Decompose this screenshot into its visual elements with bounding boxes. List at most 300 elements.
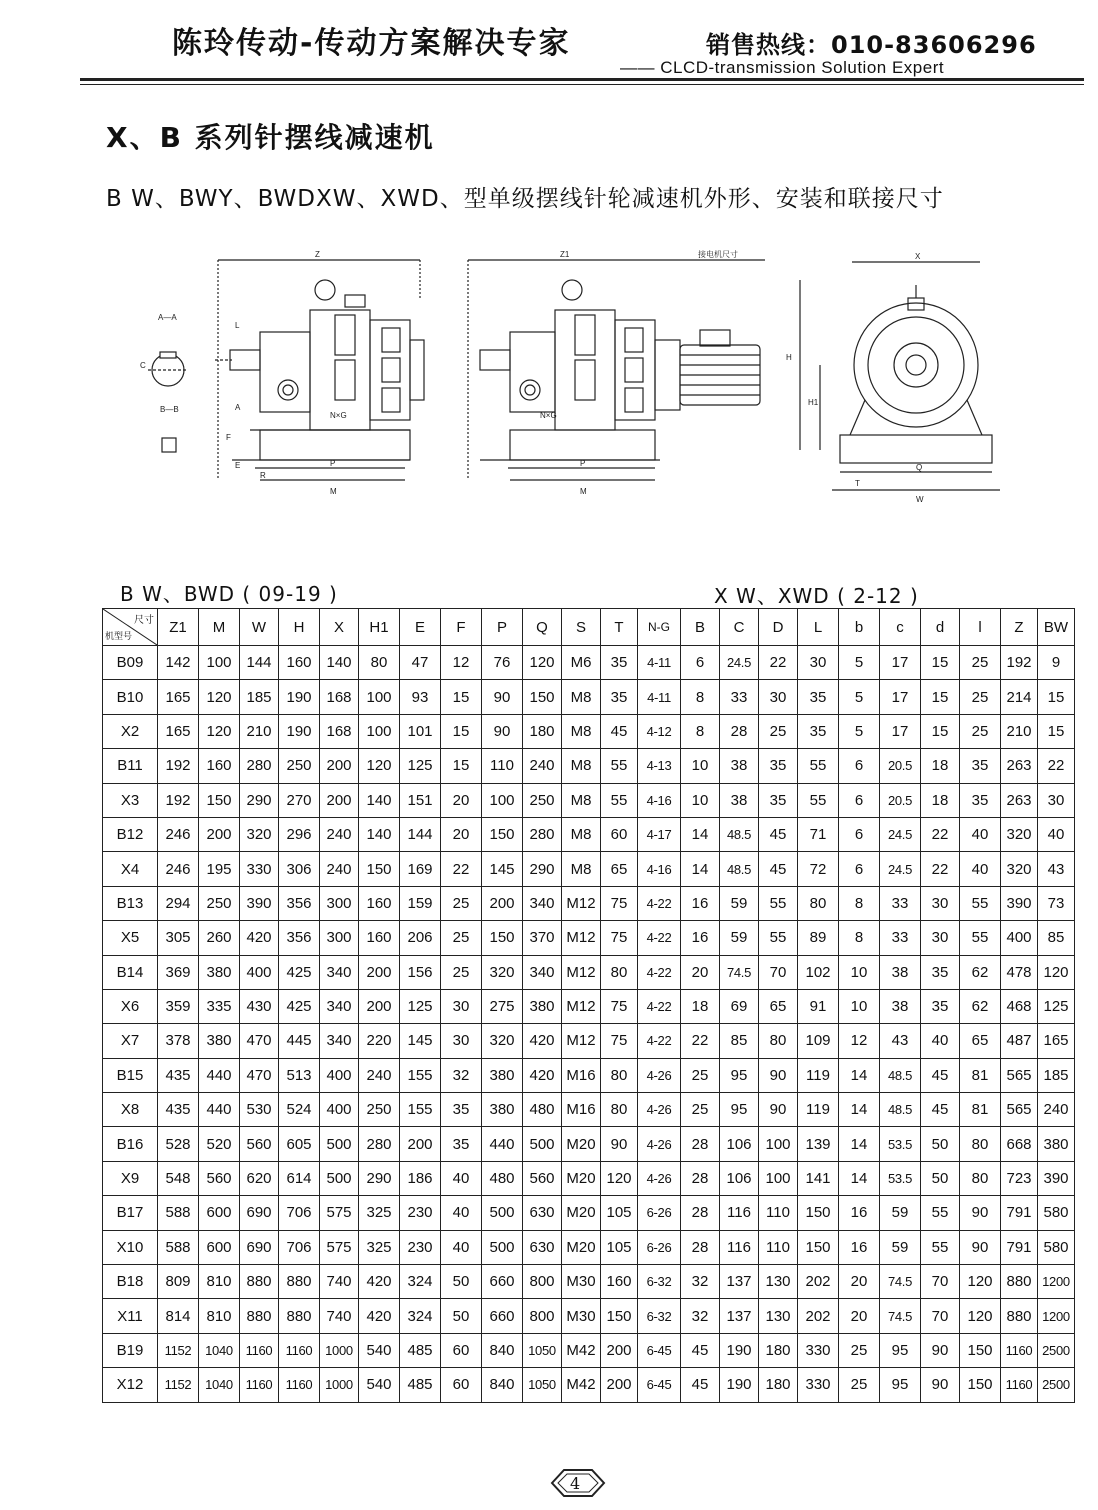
value-cell: 185 [1038, 1058, 1075, 1092]
value-cell: 250 [359, 1093, 400, 1127]
value-cell: 185 [240, 680, 279, 714]
value-cell: 810 [199, 1265, 240, 1299]
value-cell: 190 [720, 1368, 759, 1402]
series-left-label: B W、BWD ( 09-19 ) [120, 582, 338, 606]
value-cell: 880 [279, 1299, 320, 1333]
value-cell: 690 [240, 1230, 279, 1264]
value-cell: 180 [759, 1333, 798, 1367]
value-cell: 840 [482, 1368, 523, 1402]
value-cell: 48.5 [880, 1058, 921, 1092]
model-cell: X6 [103, 989, 158, 1023]
value-cell: 706 [279, 1230, 320, 1264]
value-cell: 130 [759, 1299, 798, 1333]
table-row [103, 1161, 1075, 1195]
value-cell: 370 [523, 921, 562, 955]
table-row [103, 886, 1075, 920]
value-cell: 80 [798, 886, 839, 920]
value-cell: 814 [158, 1299, 199, 1333]
value-cell: 306 [279, 852, 320, 886]
value-cell: 880 [1001, 1265, 1038, 1299]
value-cell: 5 [839, 646, 880, 680]
value-cell: 55 [798, 783, 839, 817]
value-cell: 35 [798, 680, 839, 714]
value-cell: 330 [240, 852, 279, 886]
value-cell: 5 [839, 680, 880, 714]
table-row [103, 1265, 1075, 1299]
value-cell: 390 [1001, 886, 1038, 920]
value-cell: 575 [320, 1230, 359, 1264]
value-cell: 137 [720, 1265, 759, 1299]
label-h1: H1 [808, 398, 819, 407]
value-cell: 38 [720, 749, 759, 783]
column-header: b [839, 609, 880, 646]
value-cell: 4-26 [638, 1093, 681, 1127]
value-cell: M12 [562, 989, 601, 1023]
value-cell: 400 [320, 1058, 359, 1092]
value-cell: 24.5 [880, 852, 921, 886]
value-cell: 55 [960, 886, 1001, 920]
value-cell: 214 [1001, 680, 1038, 714]
value-cell: 75 [601, 886, 638, 920]
value-cell: 100 [359, 714, 400, 748]
value-cell: 90 [482, 680, 523, 714]
value-cell: 33 [880, 921, 921, 955]
value-cell: 110 [482, 749, 523, 783]
value-cell: 48.5 [880, 1093, 921, 1127]
label-x: X [915, 252, 921, 261]
value-cell: 18 [921, 783, 960, 817]
table-row [103, 1299, 1075, 1333]
value-cell: 500 [523, 1127, 562, 1161]
corner-top-label: 尺寸 [134, 615, 154, 626]
value-cell: 145 [482, 852, 523, 886]
page-number: 4 [570, 1474, 581, 1493]
value-cell: 74.5 [880, 1265, 921, 1299]
value-cell: 35 [601, 680, 638, 714]
value-cell: 35 [441, 1093, 482, 1127]
value-cell: 90 [960, 1196, 1001, 1230]
value-cell: 420 [359, 1299, 400, 1333]
value-cell: 480 [523, 1093, 562, 1127]
value-cell: 155 [400, 1093, 441, 1127]
value-cell: M30 [562, 1265, 601, 1299]
value-cell: 530 [240, 1093, 279, 1127]
value-cell: 8 [839, 886, 880, 920]
value-cell: 6-32 [638, 1265, 681, 1299]
value-cell: 15 [921, 680, 960, 714]
value-cell: 500 [482, 1230, 523, 1264]
page-title: X、B 系列针摆线减速机 [106, 121, 435, 154]
value-cell: 160 [359, 921, 400, 955]
value-cell: 294 [158, 886, 199, 920]
value-cell: 80 [359, 646, 400, 680]
value-cell: 605 [279, 1127, 320, 1161]
model-cell: X8 [103, 1093, 158, 1127]
value-cell: 800 [523, 1265, 562, 1299]
value-cell: M8 [562, 817, 601, 851]
table-row [103, 646, 1075, 680]
value-cell: 630 [523, 1196, 562, 1230]
value-cell: 1160 [1001, 1368, 1038, 1402]
value-cell: 25 [960, 646, 1001, 680]
value-cell: 80 [960, 1161, 1001, 1195]
value-cell: 145 [400, 1024, 441, 1058]
value-cell: 588 [158, 1196, 199, 1230]
value-cell: 192 [1001, 646, 1038, 680]
label-z1: Z1 [560, 250, 570, 259]
value-cell: 880 [279, 1265, 320, 1299]
value-cell: 190 [279, 714, 320, 748]
value-cell: M16 [562, 1093, 601, 1127]
value-cell: 60 [441, 1333, 482, 1367]
value-cell: 35 [921, 989, 960, 1023]
value-cell: 142 [158, 646, 199, 680]
value-cell: 150 [798, 1196, 839, 1230]
value-cell: 55 [601, 749, 638, 783]
value-cell: 33 [880, 886, 921, 920]
value-cell: 740 [320, 1299, 359, 1333]
value-cell: 35 [798, 714, 839, 748]
value-cell: 2500 [1038, 1368, 1075, 1402]
value-cell: 6-32 [638, 1299, 681, 1333]
value-cell: 125 [400, 749, 441, 783]
value-cell: 160 [199, 749, 240, 783]
value-cell: 330 [798, 1368, 839, 1402]
value-cell: 45 [759, 817, 798, 851]
column-header: F [441, 609, 482, 646]
value-cell: 55 [798, 749, 839, 783]
value-cell: 150 [960, 1333, 1001, 1367]
page-subtitle: B W、BWY、BWDXW、XWD、型单级摆线针轮减速机外形、安装和联接尺寸 [106, 186, 944, 212]
value-cell: 668 [1001, 1127, 1038, 1161]
value-cell: 356 [279, 886, 320, 920]
value-cell: 139 [798, 1127, 839, 1161]
value-cell: 340 [320, 955, 359, 989]
value-cell: 156 [400, 955, 441, 989]
value-cell: 359 [158, 989, 199, 1023]
value-cell: M12 [562, 921, 601, 955]
value-cell: 263 [1001, 783, 1038, 817]
value-cell: 230 [400, 1196, 441, 1230]
value-cell: 16 [681, 921, 720, 955]
column-header: B [681, 609, 720, 646]
value-cell: 246 [158, 852, 199, 886]
column-header: S [562, 609, 601, 646]
value-cell: 390 [240, 886, 279, 920]
hotline: 销售热线：010-83606296 [706, 31, 1037, 59]
value-cell: 440 [482, 1127, 523, 1161]
value-cell: 40 [441, 1196, 482, 1230]
value-cell: 325 [359, 1230, 400, 1264]
value-cell: 15 [1038, 714, 1075, 748]
value-cell: 305 [158, 921, 199, 955]
label-m-2: M [580, 487, 587, 496]
value-cell: 880 [1001, 1299, 1038, 1333]
model-cell: X11 [103, 1299, 158, 1333]
value-cell: 150 [798, 1230, 839, 1264]
value-cell: 120 [359, 749, 400, 783]
value-cell: 12 [839, 1024, 880, 1058]
value-cell: 14 [839, 1093, 880, 1127]
value-cell: 240 [1038, 1093, 1075, 1127]
value-cell: 15 [1038, 680, 1075, 714]
value-cell: 240 [320, 852, 359, 886]
value-cell: 740 [320, 1265, 359, 1299]
value-cell: 468 [1001, 989, 1038, 1023]
model-cell: X2 [103, 714, 158, 748]
value-cell: 93 [400, 680, 441, 714]
value-cell: 430 [240, 989, 279, 1023]
value-cell: 580 [1038, 1230, 1075, 1264]
value-cell: 16 [839, 1196, 880, 1230]
value-cell: 180 [759, 1368, 798, 1402]
value-cell: 48.5 [720, 852, 759, 886]
value-cell: 38 [720, 783, 759, 817]
value-cell: 25 [839, 1333, 880, 1367]
value-cell: 8 [681, 714, 720, 748]
value-cell: 425 [279, 989, 320, 1023]
value-cell: 369 [158, 955, 199, 989]
table-row [103, 989, 1075, 1023]
value-cell: 880 [240, 1265, 279, 1299]
value-cell: 35 [960, 783, 1001, 817]
value-cell: 420 [523, 1058, 562, 1092]
value-cell: 500 [320, 1127, 359, 1161]
label-z: Z [315, 250, 320, 259]
value-cell: 1200 [1038, 1265, 1075, 1299]
model-cell: B19 [103, 1333, 158, 1367]
value-cell: 160 [601, 1265, 638, 1299]
value-cell: 74.5 [880, 1299, 921, 1333]
value-cell: 30 [798, 646, 839, 680]
column-header: L [798, 609, 839, 646]
value-cell: 25 [960, 680, 1001, 714]
value-cell: 250 [279, 749, 320, 783]
value-cell: 528 [158, 1127, 199, 1161]
value-cell: M8 [562, 783, 601, 817]
value-cell: 470 [240, 1058, 279, 1092]
model-cell: X9 [103, 1161, 158, 1195]
model-cell: X4 [103, 852, 158, 886]
value-cell: 210 [1001, 714, 1038, 748]
value-cell: 230 [400, 1230, 441, 1264]
value-cell: 565 [1001, 1058, 1038, 1092]
value-cell: 1040 [199, 1333, 240, 1367]
model-cell: B17 [103, 1196, 158, 1230]
value-cell: 6 [681, 646, 720, 680]
value-cell: 5 [839, 714, 880, 748]
value-cell: 6 [839, 749, 880, 783]
value-cell: 200 [482, 886, 523, 920]
value-cell: 1050 [523, 1333, 562, 1367]
value-cell: 380 [199, 1024, 240, 1058]
value-cell: 95 [720, 1058, 759, 1092]
value-cell: 85 [720, 1024, 759, 1058]
value-cell: 240 [523, 749, 562, 783]
value-cell: 30 [441, 989, 482, 1023]
value-cell: 70 [921, 1299, 960, 1333]
value-cell: 20 [441, 817, 482, 851]
value-cell: 30 [441, 1024, 482, 1058]
value-cell: 588 [158, 1230, 199, 1264]
value-cell: 75 [601, 989, 638, 1023]
value-cell: 200 [601, 1333, 638, 1367]
value-cell: 22 [1038, 749, 1075, 783]
value-cell: 540 [359, 1333, 400, 1367]
value-cell: 513 [279, 1058, 320, 1092]
value-cell: 24.5 [880, 817, 921, 851]
value-cell: 478 [1001, 955, 1038, 989]
value-cell: 59 [720, 921, 759, 955]
value-cell: 17 [880, 680, 921, 714]
value-cell: 43 [1038, 852, 1075, 886]
value-cell: 200 [601, 1368, 638, 1402]
value-cell: 65 [960, 1024, 1001, 1058]
value-cell: 10 [681, 783, 720, 817]
value-cell: 1200 [1038, 1299, 1075, 1333]
value-cell: 16 [681, 886, 720, 920]
label-r-1: R [260, 471, 266, 480]
value-cell: 20 [681, 955, 720, 989]
value-cell: 75 [601, 1024, 638, 1058]
value-cell: 340 [320, 1024, 359, 1058]
table-row [103, 921, 1075, 955]
label-motor-size: 接电机尺寸 [698, 250, 738, 259]
value-cell: 120 [960, 1265, 1001, 1299]
value-cell: 380 [199, 955, 240, 989]
value-cell: 470 [240, 1024, 279, 1058]
label-h: H [786, 353, 792, 362]
value-cell: 53.5 [880, 1127, 921, 1161]
table-row [103, 714, 1075, 748]
value-cell: 28 [720, 714, 759, 748]
value-cell: 116 [720, 1196, 759, 1230]
value-cell: 6-45 [638, 1368, 681, 1402]
value-cell: 480 [482, 1161, 523, 1195]
value-cell: 380 [482, 1093, 523, 1127]
value-cell: 202 [798, 1299, 839, 1333]
value-cell: 690 [240, 1196, 279, 1230]
table-row [103, 680, 1075, 714]
value-cell: 50 [441, 1299, 482, 1333]
column-header: H1 [359, 609, 400, 646]
value-cell: 35 [601, 646, 638, 680]
value-cell: 28 [681, 1230, 720, 1264]
page-number-badge [548, 1466, 608, 1504]
table-row [103, 955, 1075, 989]
value-cell: 12 [441, 646, 482, 680]
model-cell: X3 [103, 783, 158, 817]
value-cell: 6-26 [638, 1230, 681, 1264]
value-cell: 116 [720, 1230, 759, 1264]
column-header: N-G [638, 609, 681, 646]
value-cell: 32 [681, 1265, 720, 1299]
value-cell: 160 [279, 646, 320, 680]
table-row [103, 852, 1075, 886]
value-cell: 105 [601, 1196, 638, 1230]
value-cell: 500 [482, 1196, 523, 1230]
value-cell: 6-26 [638, 1196, 681, 1230]
value-cell: 840 [482, 1333, 523, 1367]
value-cell: 45 [921, 1093, 960, 1127]
value-cell: 6 [839, 852, 880, 886]
value-cell: 120 [960, 1299, 1001, 1333]
value-cell: M20 [562, 1127, 601, 1161]
table-row [103, 1333, 1075, 1367]
value-cell: 4-22 [638, 955, 681, 989]
model-cell: X5 [103, 921, 158, 955]
value-cell: 4-11 [638, 680, 681, 714]
value-cell: 74.5 [720, 955, 759, 989]
value-cell: 320 [1001, 817, 1038, 851]
value-cell: 20 [839, 1299, 880, 1333]
value-cell: 200 [320, 783, 359, 817]
value-cell: 30 [759, 680, 798, 714]
label-nxg-1: N×G [330, 411, 347, 420]
value-cell: 4-22 [638, 989, 681, 1023]
value-cell: 620 [240, 1161, 279, 1195]
value-cell: 14 [839, 1058, 880, 1092]
value-cell: 4-26 [638, 1058, 681, 1092]
value-cell: 59 [720, 886, 759, 920]
value-cell: 30 [921, 886, 960, 920]
value-cell: 320 [482, 1024, 523, 1058]
side-view-drawing [140, 250, 424, 496]
label-w: W [916, 495, 924, 504]
series-right-label: X W、XWD ( 2-12 ) [714, 584, 919, 608]
value-cell: M20 [562, 1196, 601, 1230]
column-header: D [759, 609, 798, 646]
value-cell: 95 [880, 1333, 921, 1367]
value-cell: 45 [601, 714, 638, 748]
value-cell: 10 [839, 955, 880, 989]
value-cell: 4-12 [638, 714, 681, 748]
value-cell: 168 [320, 714, 359, 748]
value-cell: 24.5 [720, 646, 759, 680]
value-cell: 100 [482, 783, 523, 817]
value-cell: 250 [523, 783, 562, 817]
value-cell: 14 [681, 852, 720, 886]
value-cell: 14 [681, 817, 720, 851]
value-cell: 25 [960, 714, 1001, 748]
value-cell: 1152 [158, 1333, 199, 1367]
value-cell: 17 [880, 646, 921, 680]
value-cell: 15 [441, 749, 482, 783]
value-cell: 400 [1001, 921, 1038, 955]
value-cell: 706 [279, 1196, 320, 1230]
value-cell: 420 [359, 1265, 400, 1299]
value-cell: 445 [279, 1024, 320, 1058]
table-row [103, 1127, 1075, 1161]
value-cell: 38 [880, 989, 921, 1023]
value-cell: 280 [359, 1127, 400, 1161]
value-cell: 324 [400, 1265, 441, 1299]
value-cell: 200 [359, 955, 400, 989]
value-cell: 15 [441, 680, 482, 714]
value-cell: 25 [441, 955, 482, 989]
value-cell: 62 [960, 955, 1001, 989]
value-cell: M16 [562, 1058, 601, 1092]
value-cell: 17 [880, 714, 921, 748]
value-cell: 15 [921, 646, 960, 680]
value-cell: 4-17 [638, 817, 681, 851]
value-cell: 565 [1001, 1093, 1038, 1127]
value-cell: 324 [400, 1299, 441, 1333]
value-cell: 28 [681, 1161, 720, 1195]
value-cell: 4-11 [638, 646, 681, 680]
value-cell: 190 [720, 1333, 759, 1367]
value-cell: 80 [960, 1127, 1001, 1161]
